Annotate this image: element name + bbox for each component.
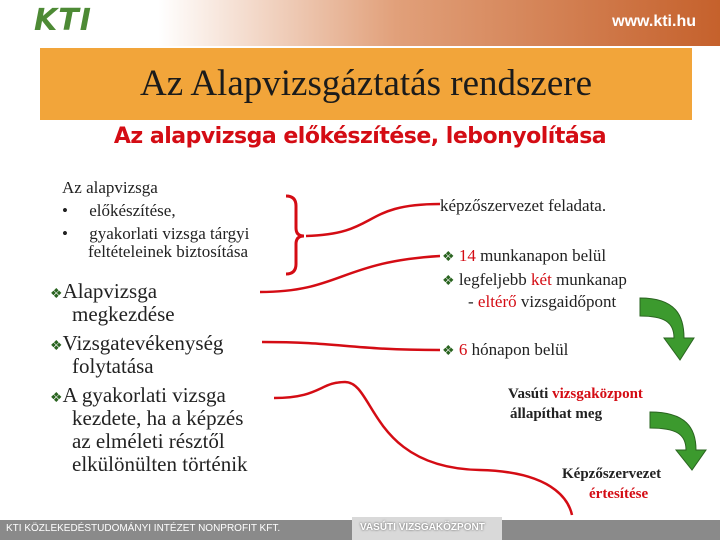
diamond-bullet-icon: ❖ [50, 391, 63, 406]
left-item-1-cont: megkezdése [72, 302, 175, 326]
left-item-1: ❖Alapvizsga [50, 279, 158, 303]
right-deadline-2: ❖ legfeljebb két munkanap [442, 270, 627, 289]
green-arrow-1-icon [640, 298, 694, 360]
right-deadline-1: ❖ 14 munkanapon belül [442, 246, 607, 265]
footer-center-label: VASÚTI VIZSGAKÖZPONT [360, 522, 485, 533]
left-item-2-cont: folytatása [72, 354, 154, 378]
footer-org: KTI KÖZLEKEDÉSTUDOMÁNYI INTÉZET NONPROFIT KFT. [6, 523, 281, 534]
vasuti-line-2: állapíthat meg [510, 406, 603, 422]
connector-line-1 [306, 204, 440, 236]
right-deadline-3: ❖ 6 hónapon belül [442, 340, 569, 359]
left-item-3: ❖A gyakorlati vizsga [50, 383, 226, 407]
left-item-2: ❖Vizsgatevékenység [50, 331, 224, 355]
right-deadline-2-cont: - eltérő vizsgaidőpont [468, 292, 617, 311]
left-bullet-2: • gyakorlati vizsga tárgyi [62, 224, 250, 243]
left-item-3-cont-2: az elméleti résztől [72, 429, 225, 453]
left-item-3-cont-3: elkülönülten történik [72, 452, 248, 476]
kepzo-line-1: Képzőszervezet [562, 466, 662, 482]
left-bullet-2-cont: feltételeinek biztosítása [88, 242, 249, 261]
left-intro: Az alapvizsga [62, 178, 158, 197]
diamond-bullet-icon: ❖ [442, 250, 455, 265]
diamond-bullet-icon: ❖ [50, 287, 63, 302]
diamond-bullet-icon: ❖ [442, 274, 455, 289]
connector-line-4 [274, 382, 572, 515]
logo-text: KTI [34, 3, 92, 38]
connector-line-3 [262, 342, 440, 350]
page-subtitle: Az alapvizsga előkészítése, lebonyolítása [113, 124, 607, 149]
right-task: képzőszervezet feladata. [440, 196, 607, 215]
diamond-bullet-icon: ❖ [442, 344, 455, 359]
site-url: www.kti.hu [612, 13, 696, 30]
diamond-bullet-icon: ❖ [50, 339, 63, 354]
left-bullet-1: • előkészítése, [62, 201, 176, 220]
vasuti-line-1: Vasúti vizsgaközpont [508, 386, 643, 402]
green-arrow-2-icon [650, 412, 706, 470]
brace-icon [286, 196, 304, 274]
kepzo-line-2: értesítése [589, 486, 649, 502]
page-title: Az Alapvizsgáztatás rendszere [139, 63, 592, 104]
left-item-3-cont-1: kezdete, ha a képzés [72, 406, 244, 430]
